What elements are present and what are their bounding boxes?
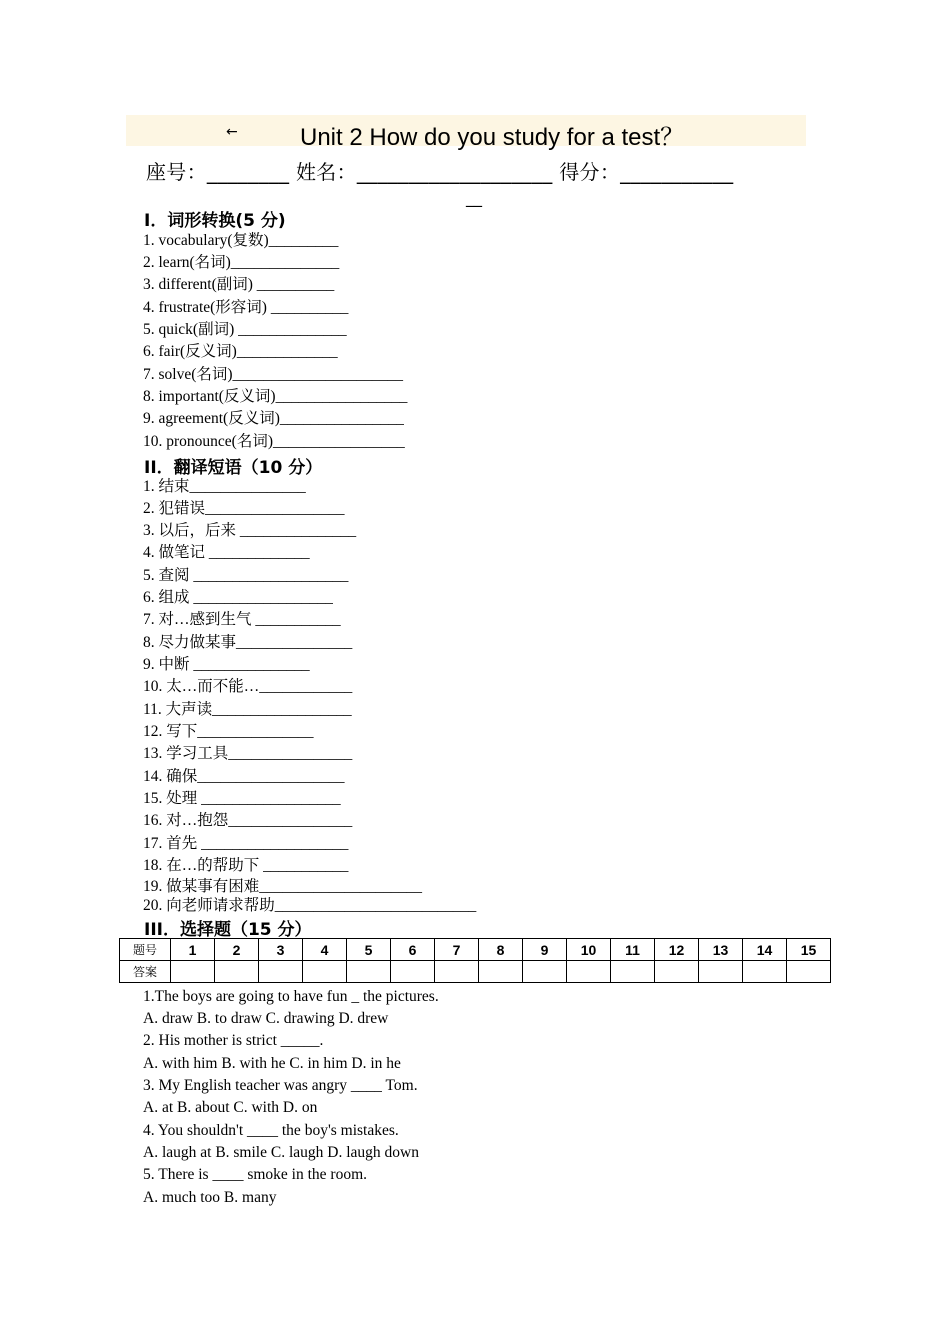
answer-cell[interactable] — [171, 961, 215, 983]
list-item: 11. 大声读__________________ — [143, 701, 352, 718]
options-line: A. with him B. with he C. in him D. in he — [143, 1055, 401, 1072]
answer-cell[interactable] — [523, 961, 567, 983]
options-line: A. draw B. to draw C. drawing D. drew — [143, 1010, 389, 1027]
list-item: 1. vocabulary(复数)_________ — [143, 232, 339, 249]
list-item: 4. 做笔记 _____________ — [143, 544, 310, 561]
return-arrow-icon: ← — [226, 124, 238, 140]
answer-cell[interactable] — [655, 961, 699, 983]
list-item: 20. 向老师请求帮助__________________________ — [143, 897, 477, 914]
list-item: 3. different(副词) __________ — [143, 276, 335, 293]
list-item: 8. 尽力做某事_______________ — [143, 634, 353, 651]
list-item: 8. important(反义词)_________________ — [143, 388, 408, 405]
options-line: A. at B. about C. with D. on — [143, 1099, 318, 1116]
list-item: 15. 处理 __________________ — [143, 790, 341, 807]
answer-cell[interactable] — [611, 961, 655, 983]
options-line: A. laugh at B. smile C. laugh D. laugh down — [143, 1144, 419, 1161]
list-item: 13. 学习工具________________ — [143, 745, 353, 762]
list-item: 5. 查阅 ____________________ — [143, 567, 349, 584]
options-line: A. much too B. many — [143, 1189, 277, 1206]
question-number-cell: 7 — [435, 939, 479, 961]
answer-cell[interactable] — [699, 961, 743, 983]
list-item: 6. 组成 __________________ — [143, 589, 333, 606]
list-item: 3. 以后，后来 _______________ — [143, 522, 357, 539]
list-item: 16. 对…抱怨________________ — [143, 812, 353, 829]
question-number-cell: 10 — [567, 939, 611, 961]
list-item: 10. 太…而不能…____________ — [143, 678, 353, 695]
section-2-heading: II．翻译短语（10 分） — [144, 458, 323, 478]
list-item: 9. 中断 _______________ — [143, 656, 310, 673]
page-title: Unit 2 How do you study for a test？ — [300, 124, 685, 151]
question-number-cell: 15 — [787, 939, 831, 961]
answer-cell[interactable] — [479, 961, 523, 983]
section-1-heading: I．词形转换(5 分) — [144, 211, 286, 231]
list-item: 18. 在…的帮助下 ___________ — [143, 857, 349, 874]
student-info-continuation: __ — [466, 188, 482, 207]
question-number-cell: 5 — [347, 939, 391, 961]
row-label-number: 题号 — [120, 939, 171, 961]
question-number-cell: 11 — [611, 939, 655, 961]
answer-cell[interactable] — [215, 961, 259, 983]
question-number-cell: 1 — [171, 939, 215, 961]
list-item: 7. solve(名词)______________________ — [143, 366, 404, 383]
question-number-cell: 3 — [259, 939, 303, 961]
table-row — [120, 961, 831, 983]
answer-grid — [119, 938, 831, 983]
question-number-cell: 2 — [215, 939, 259, 961]
list-item: 9. agreement(反义词)________________ — [143, 410, 404, 427]
student-info-line: 座号：________ 姓名：___________________ 得分：___________ — [146, 160, 734, 184]
list-item: 5. quick(副词) ______________ — [143, 321, 347, 338]
answer-cell[interactable] — [567, 961, 611, 983]
answer-cell[interactable] — [259, 961, 303, 983]
question-number-cell: 13 — [699, 939, 743, 961]
table-row — [120, 939, 831, 961]
question-line: 3. My English teacher was angry ____ Tom. — [143, 1077, 418, 1094]
list-item: 6. fair(反义词)_____________ — [143, 343, 338, 360]
question-number-cell: 14 — [743, 939, 787, 961]
question-line: 5. There is ____ smoke in the room. — [143, 1166, 368, 1183]
answer-cell[interactable] — [435, 961, 479, 983]
question-number-cell: 8 — [479, 939, 523, 961]
answer-cell[interactable] — [347, 961, 391, 983]
question-number-cell: 9 — [523, 939, 567, 961]
list-item: 7. 对…感到生气 ___________ — [143, 611, 341, 628]
list-item: 10. pronounce(名词)_________________ — [143, 433, 405, 450]
list-item: 2. 犯错误__________________ — [143, 500, 345, 517]
list-item: 12. 写下_______________ — [143, 723, 314, 740]
list-item: 4. frustrate(形容词) __________ — [143, 299, 349, 316]
question-line: 2. His mother is strict _____. — [143, 1032, 324, 1049]
list-item: 17. 首先 ___________________ — [143, 835, 349, 852]
row-label-answer: 答案 — [120, 961, 171, 983]
answer-cell[interactable] — [391, 961, 435, 983]
answer-cell[interactable] — [303, 961, 347, 983]
list-item: 1. 结束_______________ — [143, 478, 306, 495]
question-number-cell: 4 — [303, 939, 347, 961]
question-line: 4. You shouldn't ____ the boy's mistakes. — [143, 1122, 399, 1139]
list-item: 14. 确保___________________ — [143, 768, 345, 785]
answer-cell[interactable] — [743, 961, 787, 983]
list-item: 19. 做某事有困难_____________________ — [143, 878, 423, 895]
question-line: 1.The boys are going to have fun _ the pictures. — [143, 988, 439, 1005]
question-number-cell: 12 — [655, 939, 699, 961]
answer-cell[interactable] — [787, 961, 831, 983]
section-3-heading: III．选择题（15 分） — [144, 920, 312, 940]
list-item: 2. learn(名词)______________ — [143, 254, 340, 271]
question-number-cell: 6 — [391, 939, 435, 961]
